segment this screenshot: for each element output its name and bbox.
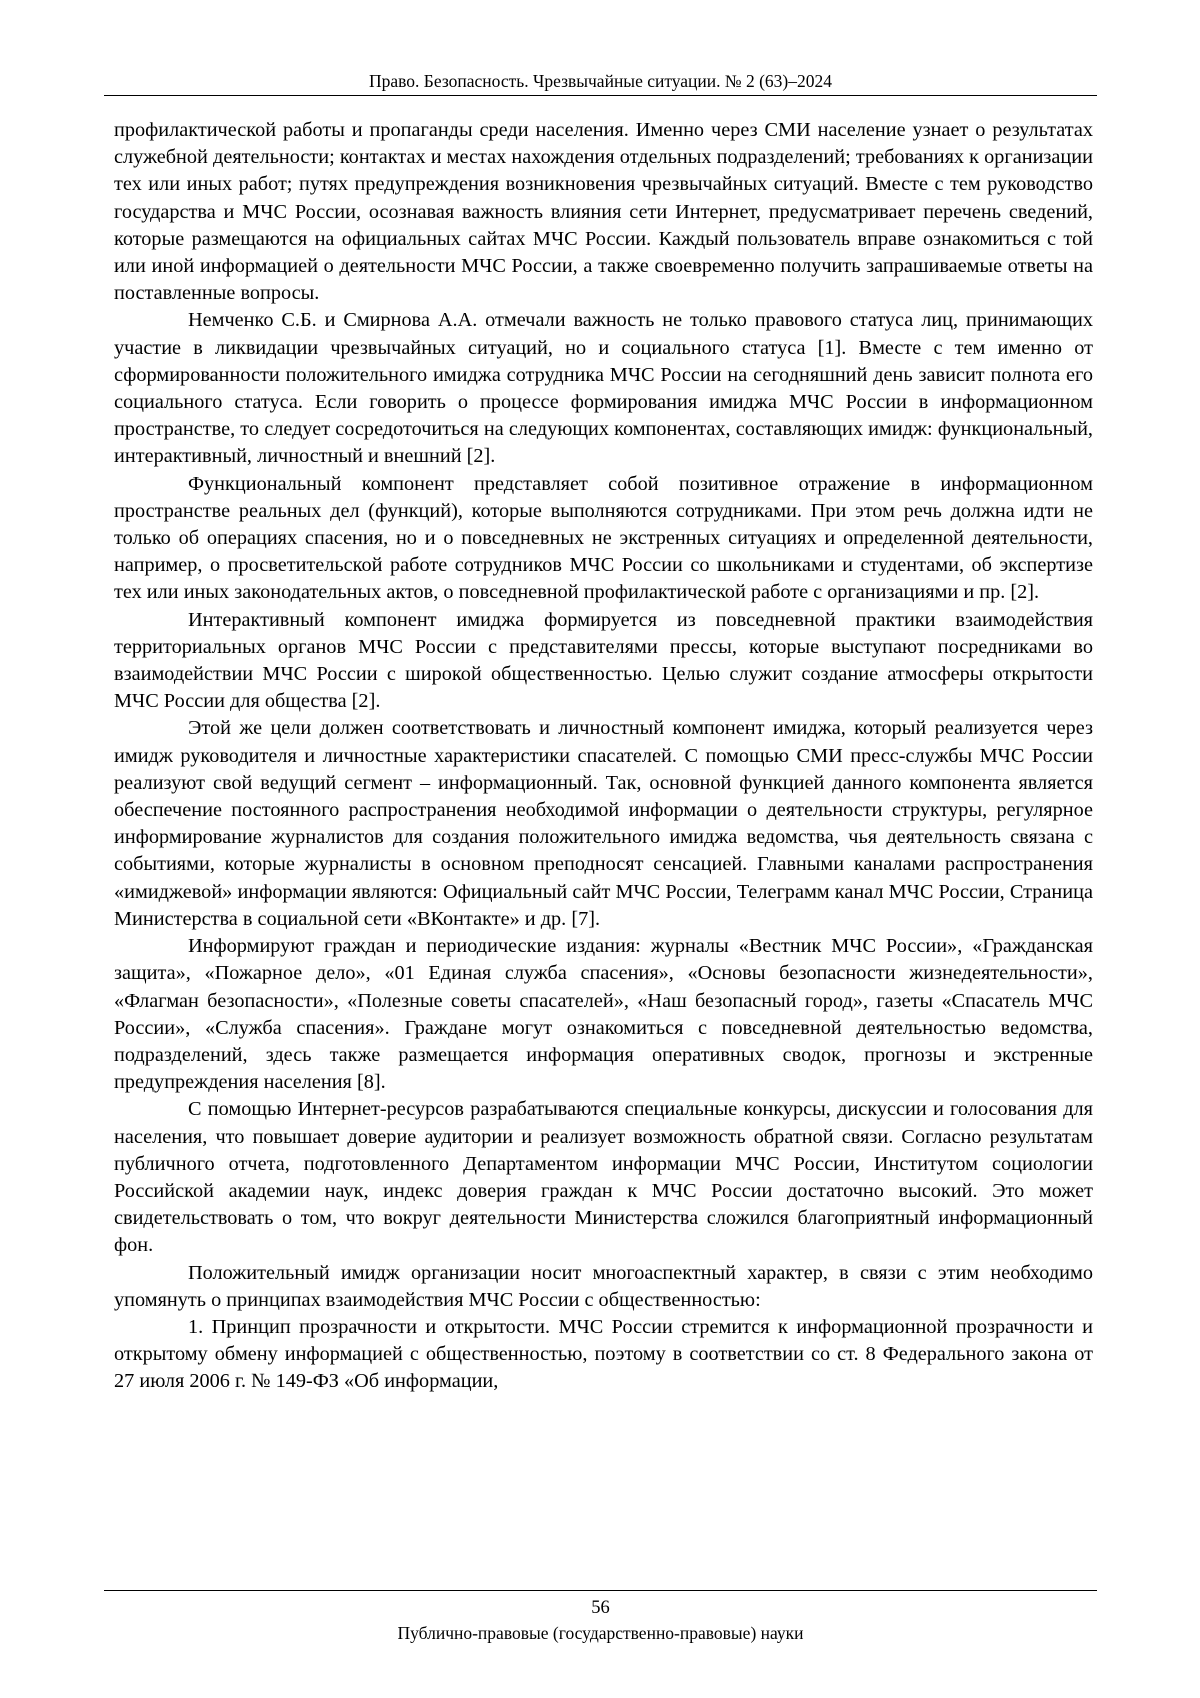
paragraph: Немченко С.Б. и Смирнова А.А. отмечали важность не только правового статуса лиц, принимающих участие в ликвидации чрезвычайных ситуаций, но и социального статуса [1]. Вместе с тем именно от сформированности положительного имиджа сотрудника МЧС России на сегодняшний день зависит полнота его социального статуса. Если говорить о процессе формирования имиджа МЧС России в информационном пространстве, то следует сосредоточиться на следующих компонентах, составляющих имидж: функциональный, интерактивный, личностный и внешний [2]. (114, 309, 1093, 468)
paragraph-list-item: 1. Принцип прозрачности и открытости. МЧС России стремится к информационной прозрачности и открытому обмену информацией с общественностью, поэтому в соответствии со ст. 8 Федерального закона от 27 июля 2006 г. № 149-ФЗ «Об информации, (114, 1315, 1093, 1393)
running-header: Право. Безопасность. Чрезвычайные ситуации. № 2 (63)–2024 (368, 71, 832, 91)
paragraph: Функциональный компонент представляет собой позитивное отражение в информационном пространстве реальных дел (функций), которые выполняются сотрудниками. При этом речь должна идти не только об операциях спасения, но и о повседневных не экстренных ситуациях и определенной деятельности, например, о просветительской работе сотрудников МЧС России со школьниками и студентами, об экспертизе тех или иных законодательных актов, о повседневной профилактической работе с организациями и пр. [2]. (114, 472, 1093, 604)
paragraph-continuation: профилактической работы и пропаганды среди населения. Именно через СМИ население узнает о результатах служебной деятельности; контактах и местах нахождения отдельных подразделений; требованиях к организации тех или иных работ; путях предупреждения возникновения чрезвычайных ситуаций. Вместе с тем руководство государства и МЧС России, осознавая важность влияния сети Интернет, предусматривает перечень сведений, которые размещаются на официальных сайтах МЧС России. Каждый пользователь вправе ознакомиться с той или иной информацией о деятельности МЧС России, а также своевременно получить запрашиваемые ответы на поставленные вопросы. (114, 119, 1093, 305)
paragraph: Информируют граждан и периодические издания: журналы «Вестник МЧС России», «Гражданская защита», «Пожарное дело», «01 Единая служба спасения», «Основы безопасности жизнедеятельности», «Флагман безопасности», «Полезные советы спасателей», «Наш безопасный город», газеты «Спасатель МЧС России», «Служба спасения». Граждане могут ознакомиться с повседневной деятельностью ведомства, подразделений, здесь также размещается информация оперативных сводок, прогнозы и экстренные предупреждения населения [8]. (114, 935, 1093, 1094)
paragraph: Этой же цели должен соответствовать и личностный компонент имиджа, который реализуется через имидж руководителя и личностные характеристики спасателей. С помощью СМИ пресс-службы МЧС России реализуют свой ведущий сегмент – информационный. Так, основной функцией данного компонента является обеспечение постоянного распространения необходимой информации о деятельности структуры, регулярное информирование журналистов для создания положительного имиджа ведомства, чья деятельность связана с событиями, которые журналисты в основном преподносят сенсацией. Главными каналами распространения «имиджевой» информации являются: Официальный сайт МЧС России, Телеграмм канал МЧС России, Страница Министерства в социальной сети «ВКонтакте» и др. [7]. (114, 717, 1093, 930)
page-number: 56 (591, 1598, 610, 1618)
paragraph: С помощью Интернет-ресурсов разрабатываются специальные конкурсы, дискуссии и голосования для населения, что повышает доверие аудитории и реализует возможность обратной связи. Согласно результатам публичного отчета, подготовленного Департаментом информации МЧС России, Институтом социологии Российской академии наук, индекс доверия граждан к МЧС России достаточно высокий. Это может свидетельствовать о том, что вокруг деятельности Министерства сложился благоприятный информационный фон. (114, 1098, 1093, 1257)
header-rule (104, 95, 1097, 96)
running-footer: Публично-правовые (государственно-правовые) науки (397, 1623, 804, 1643)
article-body (114, 117, 1093, 1396)
footer-rule (104, 1590, 1097, 1591)
paragraph: Интерактивный компонент имиджа формируется из повседневной практики взаимодействия территориальных органов МЧС России с представителями прессы, которые выступают посредниками во взаимодействии МЧС России с широкой общественностью. Целью служит создание атмосферы открытости МЧС России для общества [2]. (114, 608, 1093, 713)
paragraph: Положительный имидж организации носит многоаспектный характер, в связи с этим необходимо упомянуть о принципах взаимодействия МЧС России с общественностью: (114, 1261, 1093, 1311)
